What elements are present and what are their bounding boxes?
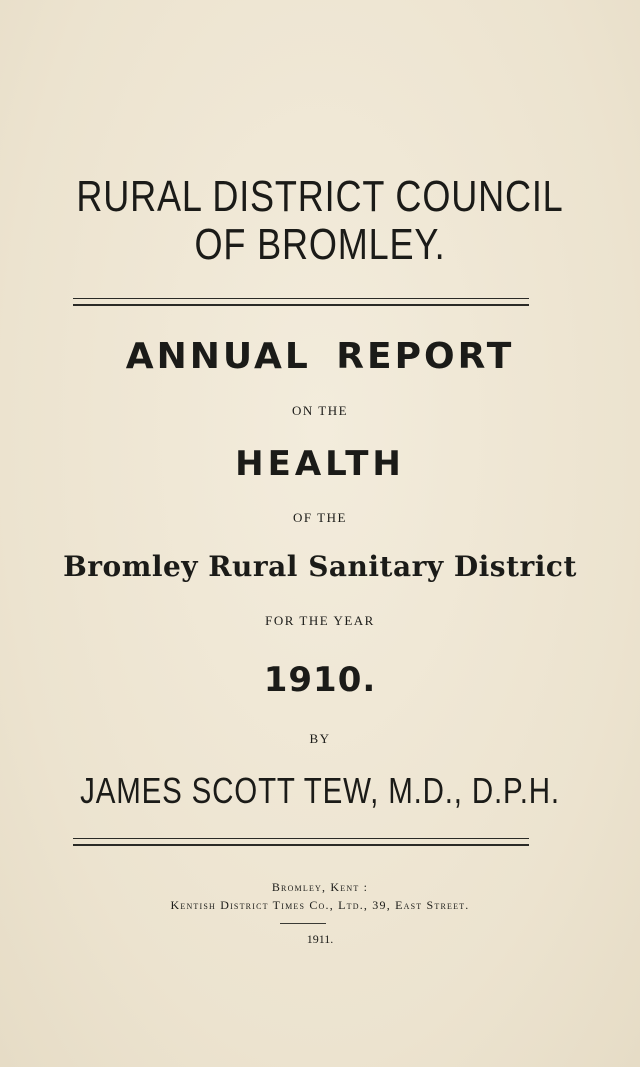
on-the-text: ON THE: [291, 403, 349, 418]
report-year: 1910.: [263, 660, 377, 700]
report-heading: ANNUAL REPORT: [125, 336, 515, 377]
short-rule: [280, 923, 326, 924]
council-title-line-1: RURAL DISTRICT COUNCIL: [76, 172, 564, 221]
author-name: JAMES SCOTT TEW, M.D., D.P.H.: [80, 770, 560, 811]
double-rule-bottom: [73, 838, 529, 846]
subject-heading: HEALTH: [235, 444, 405, 484]
council-title-line-2: OF BROMLEY.: [194, 220, 446, 269]
for-the-year-text: FOR THE YEAR: [265, 613, 375, 628]
imprint-printer: Kentish District Times Co., Ltd., 39, East Street.: [170, 898, 470, 912]
double-rule-top: [73, 298, 529, 306]
by-text: BY: [309, 731, 331, 746]
district-name: Bromley Rural Sanitary District: [63, 550, 577, 583]
of-the-text: OF THE: [293, 510, 347, 525]
imprint-place: Bromley, Kent :: [271, 880, 369, 894]
print-year: 1911.: [306, 932, 334, 946]
